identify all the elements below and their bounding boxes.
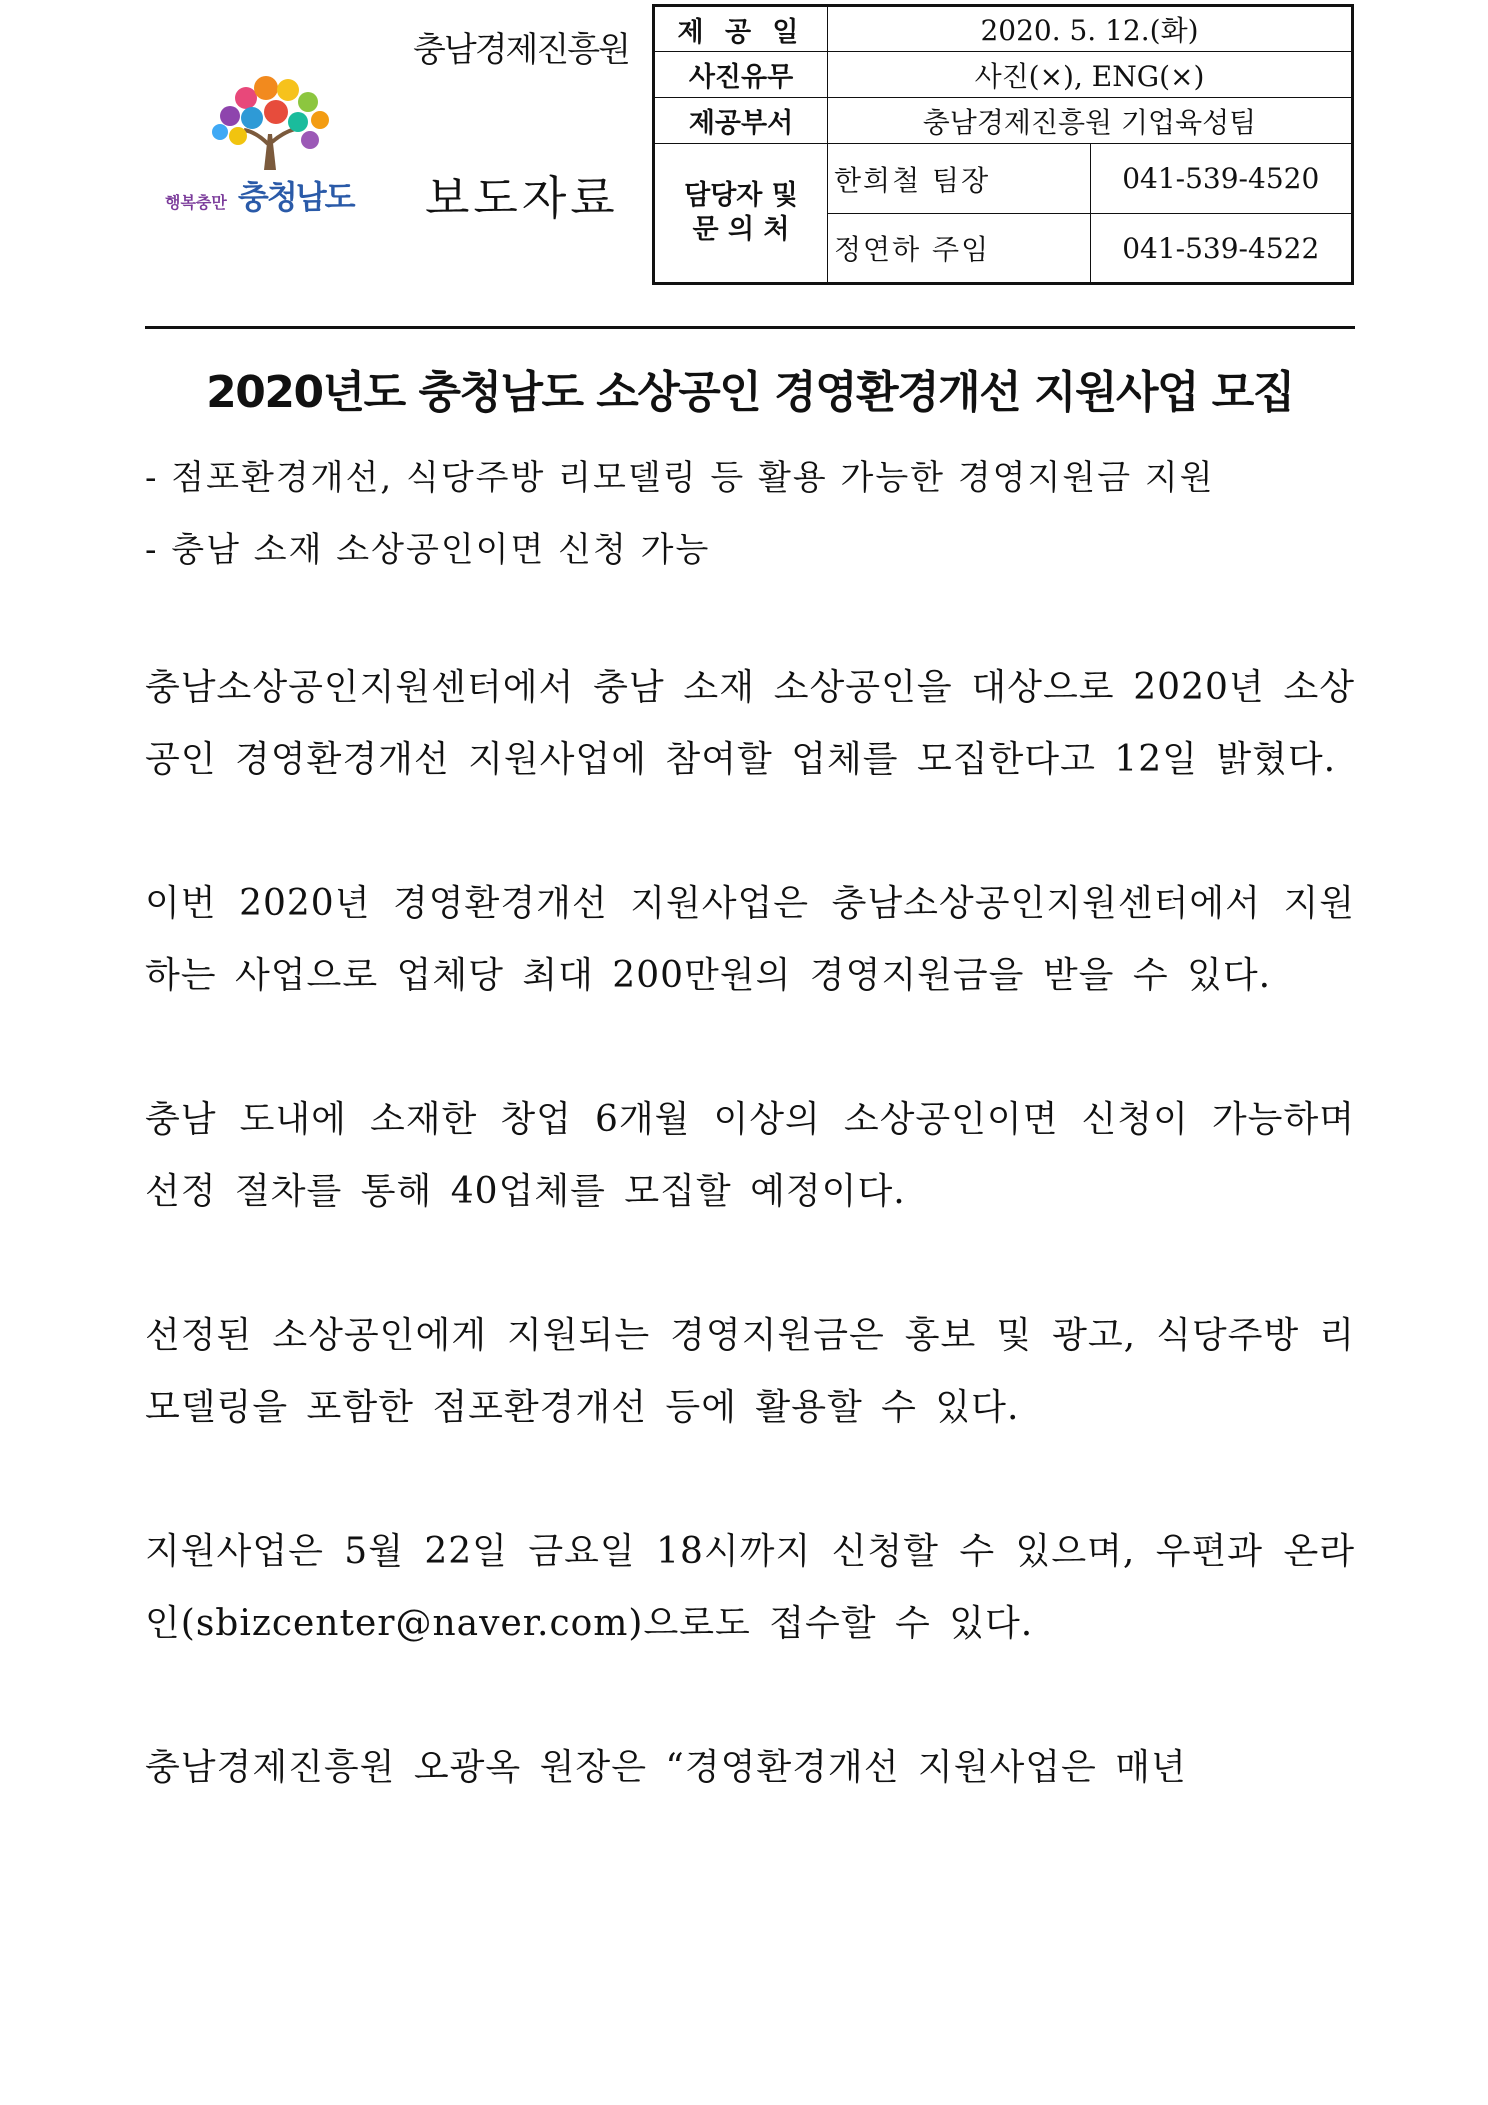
subhead: - 점포환경개선, 식당주방 리모델링 등 활용 가능한 경영지원금 지원 xyxy=(145,458,1215,498)
headline: 2020년도 충청남도 소상공인 경영환경개선 지원사업 모집 xyxy=(206,367,1294,418)
table-row xyxy=(654,98,1353,144)
table-row xyxy=(654,6,1353,52)
paragraph: 충남경제진흥원 오광옥 원장은 “경영환경개선 지원사업은 매년 xyxy=(145,1747,1187,1788)
paragraph: 지원사업은 5월 22일 금요일 18시까지 신청할 수 있으며, 우편과 온라인(sbizcenter@naver.com)으로도 접수할 수 있다. xyxy=(145,1531,1355,1644)
paragraph: 충남소상공인지원센터에서 충남 소재 소상공인을 대상으로 2020년 소상공인 경영환경개선 지원사업에 참여할 업체를 모집한다고 12일 밝혔다. xyxy=(145,667,1355,780)
tree-logo-icon xyxy=(160,72,380,172)
photo-label: 사진유무 xyxy=(654,52,828,98)
press-release-label: 보도자료 xyxy=(425,171,619,225)
contact-name: 한희철 팀장 xyxy=(828,144,1091,214)
contact-phone: 041-539-4522 xyxy=(1090,214,1353,284)
subheads xyxy=(145,442,1355,586)
contact-label-line1: 담당자 및 xyxy=(684,180,798,211)
contact-phone: 041-539-4520 xyxy=(1090,144,1353,214)
logo-slogan: 행복충만 xyxy=(165,193,227,212)
paragraph: 이번 2020년 경영환경개선 지원사업은 충남소상공인지원센터에서 지원하는 사업으로 업체당 최대 200만원의 경영지원금을 받을 수 있다. xyxy=(145,883,1355,996)
logo-region: 충청남도 xyxy=(237,178,354,216)
paragraph: 선정된 소상공인에게 지원되는 경영지원금은 홍보 및 광고, 식당주방 리모델링을 포함한 점포환경개선 등에 활용할 수 있다. xyxy=(145,1315,1355,1428)
release-info-table xyxy=(652,4,1354,285)
table-row xyxy=(654,52,1353,98)
paragraph: 충남 도내에 소재한 창업 6개월 이상의 소상공인이면 신청이 가능하며 선정 절차를 통해 40업체를 모집할 예정이다. xyxy=(145,1099,1355,1212)
logo-text xyxy=(165,172,354,218)
date-value: 2020. 5. 12.(화) xyxy=(828,6,1353,52)
contact-name: 정연하 주임 xyxy=(828,214,1091,284)
contact-label-line2: 문 의 처 xyxy=(692,214,790,245)
subhead: - 충남 소재 소상공인이면 신청 가능 xyxy=(145,530,711,570)
table-row xyxy=(654,144,1353,214)
org-name: 충남경제진흥원 xyxy=(413,30,629,70)
date-label: 제 공 일 xyxy=(654,6,828,52)
photo-value: 사진(×), ENG(×) xyxy=(828,52,1353,98)
dept-value: 충남경제진흥원 기업육성팀 xyxy=(828,98,1353,144)
header-divider xyxy=(145,326,1355,329)
article-body xyxy=(145,652,1355,1876)
dept-label: 제공부서 xyxy=(654,98,828,144)
contact-label xyxy=(654,144,828,284)
